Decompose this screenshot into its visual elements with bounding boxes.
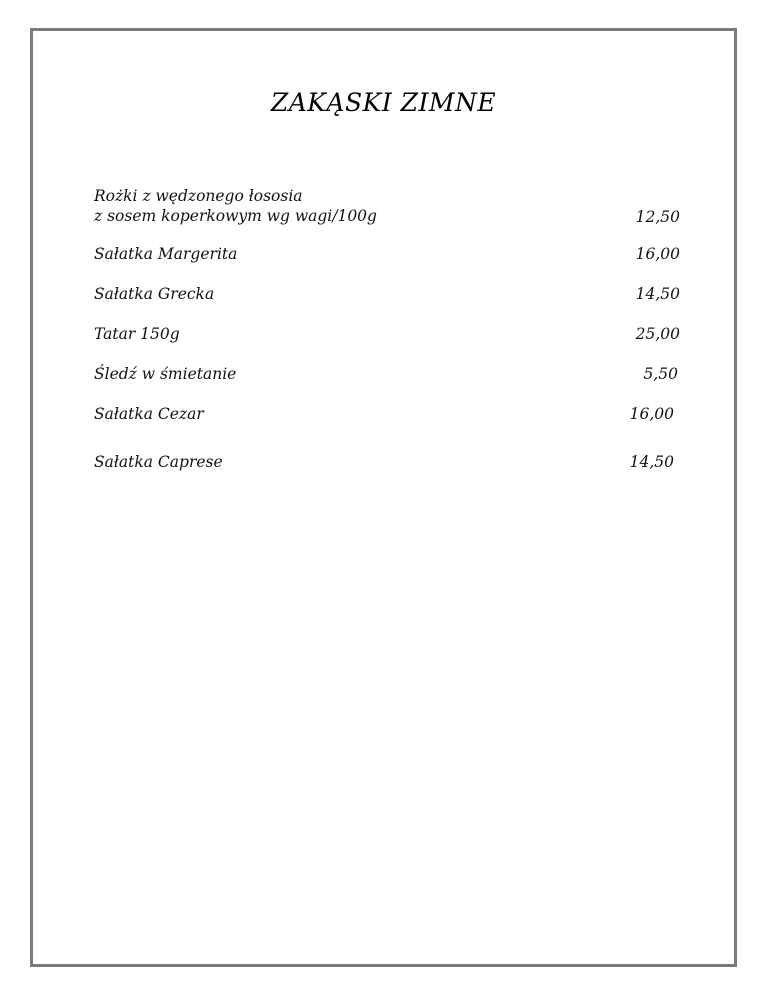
menu-item-price: 14,50 — [629, 453, 674, 471]
menu-item-name: Sałatka Margerita — [94, 245, 238, 263]
menu-item-name: Tatar 150g — [94, 325, 180, 343]
menu-item-price: 5,50 — [643, 365, 678, 383]
menu-item-name: Śledź w śmietanie — [94, 365, 237, 383]
menu-item-price: 16,00 — [635, 245, 680, 263]
menu-item-name: Sałatka Grecka — [94, 285, 215, 303]
menu-item-price: 16,00 — [629, 405, 674, 423]
menu-item-price: 12,50 — [635, 208, 680, 226]
menu-item — [94, 364, 678, 384]
menu-item-name: Rożki z wędzonego łososia z sosem koperkowym wg wagi/100g — [94, 187, 377, 225]
menu-page — [30, 28, 737, 967]
menu-item — [94, 186, 680, 228]
menu-item — [94, 244, 680, 264]
menu-item-name: Sałatka Cezar — [94, 405, 204, 423]
menu-item-price: 25,00 — [635, 325, 680, 343]
menu-title: ZAKĄSKI ZIMNE — [270, 88, 497, 117]
menu-item — [94, 452, 674, 472]
menu-item — [94, 284, 680, 304]
menu-item — [94, 324, 680, 344]
menu-item — [94, 404, 674, 424]
menu-item-price: 14,50 — [635, 285, 680, 303]
menu-list — [94, 186, 680, 472]
menu-item-name: Sałatka Caprese — [94, 453, 223, 471]
